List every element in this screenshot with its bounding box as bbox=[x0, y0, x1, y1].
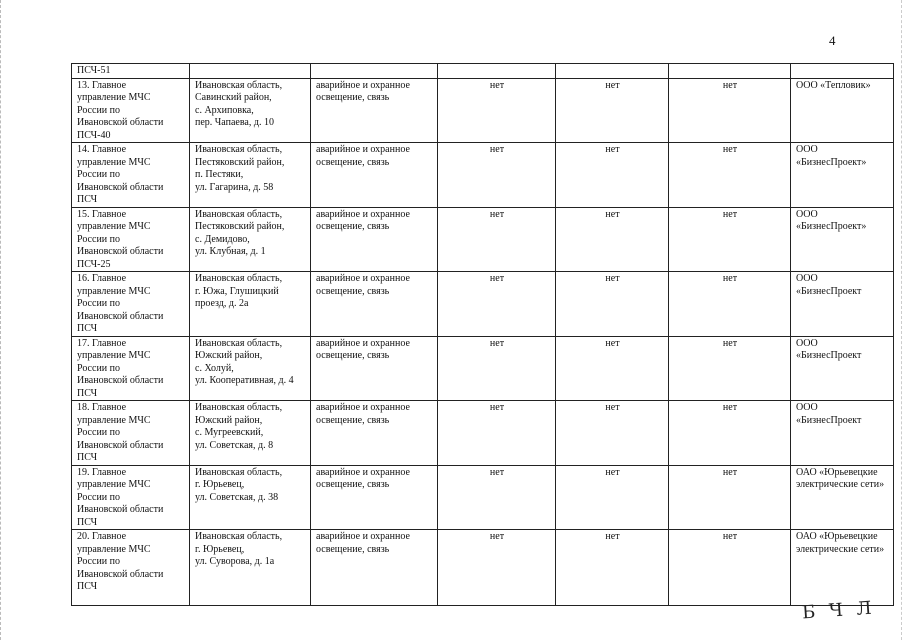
purpose-cell-line: освещение, связь bbox=[316, 414, 390, 426]
value-cell: нет bbox=[556, 207, 669, 272]
org-cell-line: России по bbox=[77, 491, 120, 503]
owner-cell bbox=[791, 272, 894, 337]
table-row bbox=[72, 336, 894, 401]
purpose-cell-line: аварийное и охранное bbox=[316, 208, 410, 220]
purpose-cell bbox=[311, 272, 438, 337]
purpose-cell bbox=[311, 143, 438, 208]
address-cell-line: Ивановская область, bbox=[195, 79, 283, 91]
purpose-cell bbox=[311, 78, 438, 143]
table-row bbox=[72, 530, 894, 606]
address-cell-line: Ивановская область, bbox=[195, 208, 283, 220]
owner-cell-line: ООО bbox=[796, 337, 818, 349]
address-cell-line: г. Юрьевец, bbox=[195, 479, 245, 490]
org-cell-line: ПСЧ-40 bbox=[77, 129, 111, 141]
purpose-cell bbox=[311, 64, 438, 79]
purpose-cell-line: освещение, связь bbox=[316, 221, 390, 232]
org-cell bbox=[72, 336, 190, 401]
org-cell-line: 13. Главное bbox=[77, 79, 127, 91]
org-cell-line: ПСЧ bbox=[77, 581, 98, 592]
address-cell-line: Ивановская область, bbox=[195, 531, 283, 542]
purpose-cell bbox=[311, 336, 438, 401]
address-cell-line: Южский район, bbox=[195, 350, 263, 361]
owner-cell-line: ОАО «Юрьевецкие bbox=[796, 531, 878, 542]
owner-cell bbox=[791, 78, 894, 143]
address-cell-line: Южский район, bbox=[195, 414, 263, 426]
value-cell: нет bbox=[438, 272, 556, 337]
org-cell: ПСЧ-51 bbox=[72, 64, 190, 79]
purpose-cell-line: освещение, связь bbox=[316, 156, 390, 168]
org-cell-line: ПСЧ bbox=[77, 516, 98, 528]
table-row bbox=[72, 401, 894, 466]
address-cell-line: с. Холуй, bbox=[195, 362, 234, 374]
purpose-cell-line: аварийное и охранное bbox=[316, 273, 410, 284]
address-cell-line: Пестяковский район, bbox=[195, 156, 285, 168]
org-cell bbox=[72, 143, 190, 208]
org-cell-line: России по bbox=[77, 298, 120, 309]
purpose-cell-line: освещение, связь bbox=[316, 479, 390, 490]
org-cell-line: России по bbox=[77, 427, 120, 438]
purpose-cell bbox=[311, 530, 438, 606]
value-cell: нет bbox=[669, 143, 791, 208]
org-cell-line: Ивановской области bbox=[77, 504, 164, 515]
address-cell-line: Пестяковский район, bbox=[195, 221, 285, 232]
address-cell-line: с. Мугреевский, bbox=[195, 427, 264, 438]
purpose-cell-line: аварийное и охранное bbox=[316, 79, 410, 91]
value-cell: нет bbox=[438, 207, 556, 272]
purpose-cell-line: аварийное и охранное bbox=[316, 466, 410, 478]
address-cell bbox=[190, 401, 311, 466]
org-cell-line: Ивановской области bbox=[77, 375, 164, 386]
owner-cell-line: ООО bbox=[796, 208, 818, 220]
address-cell-line: г. Южа, Глушицкий bbox=[195, 285, 279, 297]
page-number: 4 bbox=[829, 33, 836, 48]
org-cell-line: России по bbox=[77, 556, 120, 567]
value-cell: нет bbox=[669, 401, 791, 466]
value-cell: нет bbox=[438, 401, 556, 466]
org-cell-line: России по bbox=[77, 362, 120, 374]
org-cell-line: 19. Главное bbox=[77, 466, 127, 478]
org-cell bbox=[72, 78, 190, 143]
org-cell-line: Ивановской области bbox=[77, 181, 164, 193]
value-cell: нет bbox=[669, 78, 791, 143]
value-cell: нет bbox=[438, 530, 556, 606]
address-cell-line: ул. Суворова, д. 1а bbox=[195, 556, 275, 567]
address-cell-line: Ивановская область, bbox=[195, 402, 283, 413]
owner-cell-line: электрические сети» bbox=[796, 479, 885, 490]
value-cell: нет bbox=[669, 465, 791, 530]
address-cell-line: Савинский район, bbox=[195, 92, 272, 103]
org-cell-line: ПСЧ bbox=[77, 194, 98, 205]
address-cell bbox=[190, 465, 311, 530]
address-cell-line: Ивановская область, bbox=[195, 466, 283, 478]
value-cell: нет bbox=[556, 78, 669, 143]
address-cell-line: ул. Советская, д. 8 bbox=[195, 439, 274, 451]
org-cell-line: управление МЧС bbox=[77, 285, 151, 297]
owner-cell-line: ОАО «Юрьевецкие bbox=[796, 466, 878, 478]
address-cell-line: Ивановская область, bbox=[195, 337, 283, 349]
address-cell-line: Ивановская область, bbox=[195, 144, 283, 155]
address-cell-line: Ивановская область, bbox=[195, 273, 283, 284]
org-cell-line: 18. Главное bbox=[77, 402, 127, 413]
value-cell: нет bbox=[438, 78, 556, 143]
handwritten-signature: Б Ч Л bbox=[801, 597, 877, 624]
facilities-table bbox=[71, 63, 894, 606]
owner-cell bbox=[791, 207, 894, 272]
purpose-cell-line: освещение, связь bbox=[316, 92, 390, 103]
purpose-cell-line: аварийное и охранное bbox=[316, 337, 410, 349]
scan-right-edge bbox=[901, 0, 904, 640]
address-cell-line: ул. Гагарина, д. 58 bbox=[195, 181, 274, 193]
org-cell-line: 17. Главное bbox=[77, 337, 127, 349]
owner-cell-line: «БизнесПроект bbox=[796, 285, 862, 297]
owner-cell bbox=[791, 64, 894, 79]
org-cell-line: управление МЧС bbox=[77, 414, 151, 426]
org-cell bbox=[72, 401, 190, 466]
org-cell-line: России по bbox=[77, 104, 120, 116]
address-cell-line: пер. Чапаева, д. 10 bbox=[195, 117, 274, 128]
table-row bbox=[72, 207, 894, 272]
purpose-cell bbox=[311, 401, 438, 466]
table-row bbox=[72, 143, 894, 208]
address-cell bbox=[190, 272, 311, 337]
org-cell-line: ПСЧ bbox=[77, 387, 98, 399]
address-cell-line: с. Демидово, bbox=[195, 233, 250, 245]
owner-cell-line: ООО bbox=[796, 144, 818, 155]
owner-cell-line: «БизнесПроект bbox=[796, 414, 862, 426]
owner-cell bbox=[791, 336, 894, 401]
value-cell: нет bbox=[556, 465, 669, 530]
org-cell-line: 15. Главное bbox=[77, 208, 127, 220]
purpose-cell-line: освещение, связь bbox=[316, 543, 390, 555]
org-cell-line: Ивановской области bbox=[77, 246, 164, 257]
org-cell-line: Ивановской области bbox=[77, 439, 164, 451]
address-cell bbox=[190, 64, 311, 79]
table-row bbox=[72, 78, 894, 143]
address-cell-line: с. Архиповка, bbox=[195, 104, 254, 116]
org-cell-line: 14. Главное bbox=[77, 144, 127, 155]
org-cell-line: России по bbox=[77, 169, 120, 180]
address-cell-line: п. Пестяки, bbox=[195, 169, 244, 180]
address-cell bbox=[190, 78, 311, 143]
address-cell-line: г. Юрьевец, bbox=[195, 543, 245, 555]
org-cell bbox=[72, 530, 190, 606]
owner-cell-line: «БизнесПроект bbox=[796, 350, 862, 361]
org-cell bbox=[72, 465, 190, 530]
org-cell-line: России по bbox=[77, 233, 120, 245]
address-cell bbox=[190, 530, 311, 606]
value-cell: нет bbox=[438, 143, 556, 208]
org-cell-line: управление МЧС bbox=[77, 221, 151, 232]
table-body bbox=[72, 64, 894, 606]
value-cell: нет bbox=[669, 207, 791, 272]
org-cell-line: 20. Главное bbox=[77, 531, 127, 542]
value-cell bbox=[669, 64, 791, 79]
address-cell-line: проезд, д. 2а bbox=[195, 298, 249, 309]
address-cell bbox=[190, 143, 311, 208]
purpose-cell-line: аварийное и охранное bbox=[316, 144, 410, 155]
org-cell-line: управление МЧС bbox=[77, 543, 151, 555]
scan-left-edge bbox=[0, 0, 3, 640]
value-cell: нет bbox=[556, 336, 669, 401]
owner-cell bbox=[791, 401, 894, 466]
org-cell-line: ПСЧ bbox=[77, 452, 98, 463]
owner-cell bbox=[791, 465, 894, 530]
value-cell: нет bbox=[669, 336, 791, 401]
org-cell-line: управление МЧС bbox=[77, 350, 151, 361]
value-cell: нет bbox=[438, 465, 556, 530]
value-cell: нет bbox=[556, 272, 669, 337]
org-cell-line: Ивановской области bbox=[77, 310, 164, 322]
org-cell-line: ПСЧ bbox=[77, 323, 98, 334]
org-cell-line: управление МЧС bbox=[77, 92, 151, 103]
value-cell: нет bbox=[556, 530, 669, 606]
owner-cell-line: ООО bbox=[796, 273, 818, 284]
address-cell-line: ул. Кооперативная, д. 4 bbox=[195, 375, 294, 386]
purpose-cell bbox=[311, 465, 438, 530]
owner-cell-line: ООО «Тепловик» bbox=[796, 79, 871, 91]
table-row bbox=[72, 272, 894, 337]
value-cell bbox=[556, 64, 669, 79]
value-cell bbox=[438, 64, 556, 79]
org-cell-line: Ивановской области bbox=[77, 568, 164, 580]
purpose-cell-line: освещение, связь bbox=[316, 350, 390, 361]
org-cell-line: Ивановской области bbox=[77, 117, 164, 128]
org-cell-line: 16. Главное bbox=[77, 273, 127, 284]
value-cell: нет bbox=[438, 336, 556, 401]
address-cell bbox=[190, 336, 311, 401]
owner-cell-line: ООО bbox=[796, 402, 818, 413]
address-cell-line: ул. Клубная, д. 1 bbox=[195, 246, 266, 257]
table-row bbox=[72, 465, 894, 530]
owner-cell-line: электрические сети» bbox=[796, 543, 885, 555]
org-cell-line: управление МЧС bbox=[77, 479, 151, 490]
owner-cell-line: «БизнесПроект» bbox=[796, 156, 867, 168]
owner-cell bbox=[791, 530, 894, 606]
owner-cell-line: «БизнесПроект» bbox=[796, 221, 867, 232]
value-cell: нет bbox=[669, 272, 791, 337]
purpose-cell-line: аварийное и охранное bbox=[316, 531, 410, 542]
org-cell bbox=[72, 272, 190, 337]
purpose-cell-line: освещение, связь bbox=[316, 285, 390, 297]
table-row-continued bbox=[72, 64, 894, 79]
org-cell-line: управление МЧС bbox=[77, 156, 151, 168]
purpose-cell-line: аварийное и охранное bbox=[316, 402, 410, 413]
address-cell bbox=[190, 207, 311, 272]
value-cell: нет bbox=[556, 401, 669, 466]
value-cell: нет bbox=[669, 530, 791, 606]
address-cell-line: ул. Советская, д. 38 bbox=[195, 491, 279, 503]
owner-cell bbox=[791, 143, 894, 208]
value-cell: нет bbox=[556, 143, 669, 208]
org-cell-line: ПСЧ-25 bbox=[77, 258, 111, 270]
org-cell bbox=[72, 207, 190, 272]
purpose-cell bbox=[311, 207, 438, 272]
